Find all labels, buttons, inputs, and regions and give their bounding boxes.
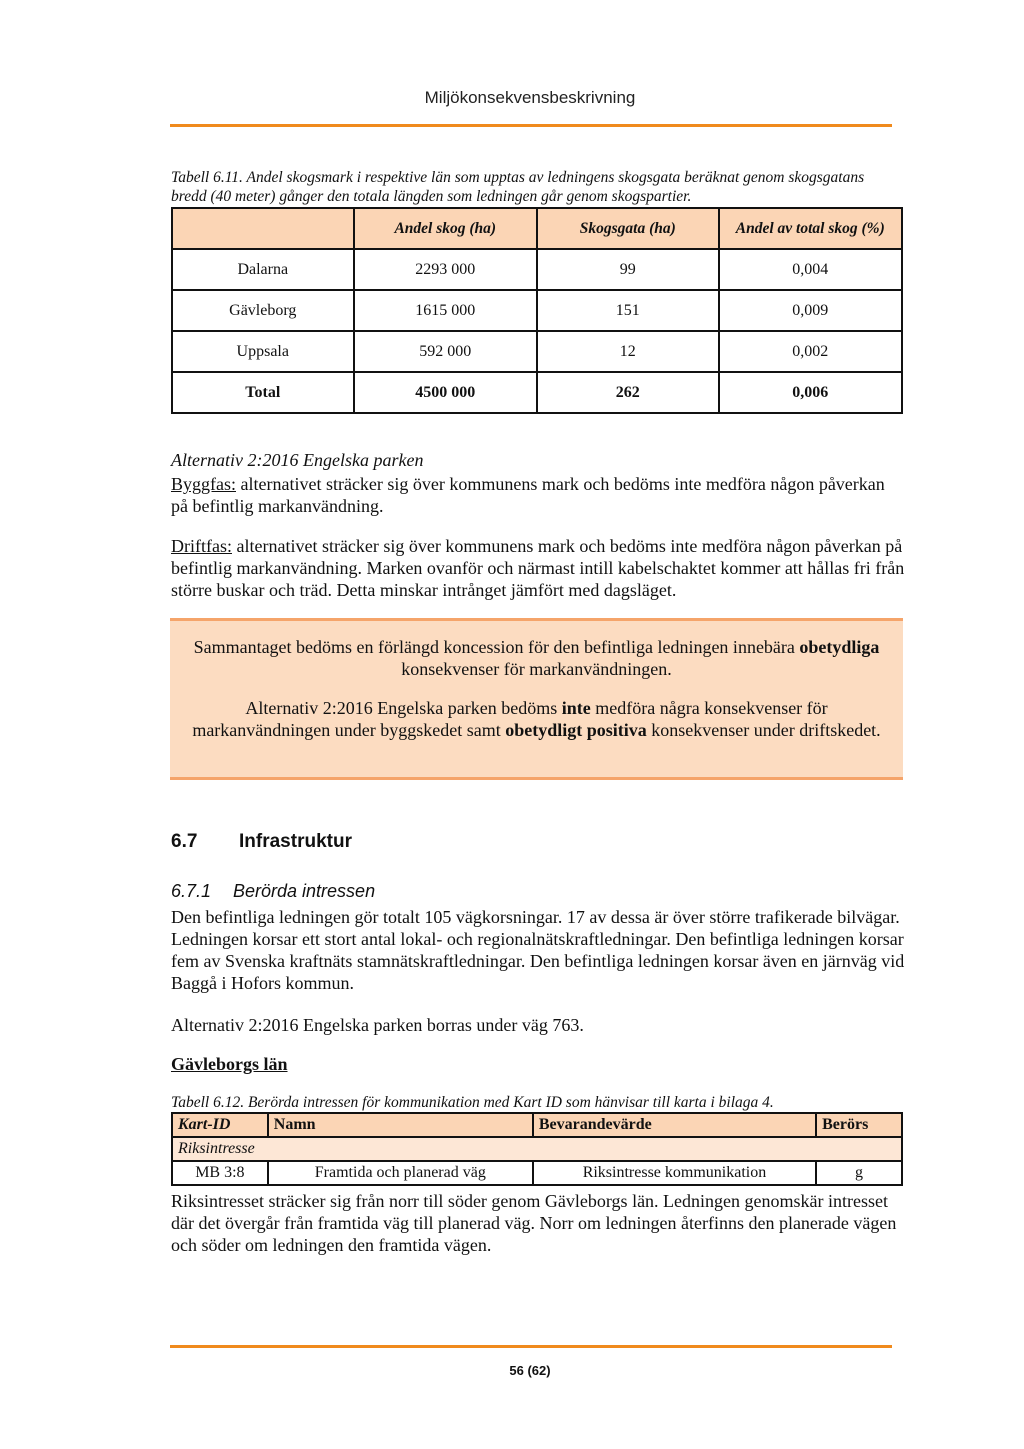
table-6-12-caption: Tabell 6.12. Berörda intressen för kommunikation med Kart ID som hänvisar till karta i bilaga 4. (171, 1094, 774, 1111)
summary-emphasis: obetydligt positiva (505, 720, 647, 740)
summary-text: Sammantaget bedöms en förlängd koncession för den befintliga ledningen innebära (193, 637, 800, 657)
summary-emphasis: inte (561, 698, 591, 718)
table-cell: Dalarna (172, 249, 354, 290)
summary-text: konsekvenser under driftskedet. (646, 720, 881, 740)
summary-emphasis: obetydliga (799, 637, 880, 657)
table-cell: Gävleborg (172, 290, 354, 331)
table-header-cell (172, 208, 354, 249)
page-number: 56 (62) (509, 1363, 551, 1378)
table-header-cell: Berörs (816, 1113, 902, 1137)
table-cell: 12 (537, 331, 719, 372)
summary-box (170, 618, 903, 780)
summary-text: medföra några konsekvenser för markanvändningen under byggskedet samt (192, 698, 828, 740)
county-heading: Gävleborgs län (171, 1054, 288, 1074)
table-6-11-caption: Tabell 6.11. Andel skogsmark i respektive län som upptas av ledningens skogsgata beräknat genom skogsgatans bredd (40 meter) gånger den totala längden som ledningen går genom skogspartier. (171, 169, 865, 205)
footer-rule (170, 1345, 892, 1348)
table-6-11 (171, 207, 903, 414)
body-paragraph-3: Riksintresset sträcker sig från norr till söder genom Gävleborgs län. Ledningen genomskär intresset där det övergår från framtida väg till planerad väg. Norr om ledningen återfinns den planerade vägen och söder om ledningen den framtida vägen. (171, 1191, 897, 1255)
table-group-cell: Riksintresse (172, 1137, 902, 1161)
table-header-row (172, 208, 902, 249)
table-cell: 0,006 (719, 372, 902, 413)
table-cell: MB 3:8 (172, 1161, 268, 1185)
table-header-cell: Namn (268, 1113, 533, 1137)
table-header-cell: Skogsgata (ha) (537, 208, 719, 249)
section-title: Infrastruktur (239, 831, 352, 852)
table-cell: 262 (537, 372, 719, 413)
table-cell: 0,009 (719, 290, 902, 331)
byggfas-text: alternativet sträcker sig över kommunens mark och bedöms inte medföra någon påverkan på befintlig markanvändning. (171, 474, 885, 516)
table-cell: 99 (537, 249, 719, 290)
table-cell: Framtida och planerad väg (268, 1161, 533, 1185)
table-header-cell: Bevarandevärde (533, 1113, 816, 1137)
table-header-row (172, 1113, 902, 1137)
table-cell: 0,002 (719, 331, 902, 372)
table-cell: 2293 000 (354, 249, 537, 290)
table-row (172, 290, 902, 331)
table-row (172, 1161, 902, 1185)
table-cell: Total (172, 372, 354, 413)
table-cell: 592 000 (354, 331, 537, 372)
table-header-cell: Andel av total skog (%) (719, 208, 902, 249)
table-cell: 4500 000 (354, 372, 537, 413)
summary-text: konsekvenser för markanvändningen. (401, 659, 672, 679)
byggfas-paragraph (171, 473, 906, 517)
summary-text: Alternativ 2:2016 Engelska parken bedöms (245, 698, 562, 718)
table-group-row (172, 1137, 902, 1161)
table-cell: g (816, 1161, 902, 1185)
subsection-title: Berörda intressen (233, 881, 376, 901)
subsection-number: 6.7.1 (171, 881, 212, 901)
document-header-title: Miljökonsekvensbeskrivning (424, 88, 636, 107)
table-total-row (172, 372, 902, 413)
byggfas-label: Byggfas: (171, 474, 236, 494)
section-number: 6.7 (171, 831, 198, 852)
table-header-cell: Andel skog (ha) (354, 208, 537, 249)
table-6-12 (171, 1112, 903, 1186)
table-row (172, 331, 902, 372)
table-cell: 1615 000 (354, 290, 537, 331)
header-rule (170, 124, 892, 127)
table-cell: Uppsala (172, 331, 354, 372)
summary-paragraph-2 (190, 697, 883, 741)
table-row (172, 249, 902, 290)
table-cell: 0,004 (719, 249, 902, 290)
alternative-heading: Alternativ 2:2016 Engelska parken (171, 450, 424, 470)
driftfas-paragraph (171, 535, 906, 601)
table-cell: Riksintresse kommunikation (533, 1161, 816, 1185)
driftfas-label: Driftfas: (171, 536, 232, 556)
body-paragraph-1: Den befintliga ledningen gör totalt 105 vägkorsningar. 17 av dessa är över större trafikerade bilvägar. Ledningen korsar ett stort antal lokal- och regionalnätskraftledningar. Den befintliga ledningen korsar fem av Svenska kraftnäts stamnätskraftledningar. Den befintliga ledningen korsar även en järnväg vid Baggå i Hofors kommun. (171, 907, 905, 993)
body-paragraph-2: Alternativ 2:2016 Engelska parken borras under väg 763. (171, 1015, 584, 1035)
table-cell: 151 (537, 290, 719, 331)
driftfas-text: alternativet sträcker sig över kommunens mark och bedöms inte medföra någon påverkan på befintlig markanvändning. Marken ovanför och närmast intill kabelschaktet kommer att hållas fri från större buskar och träd. Detta minskar intrånget jämfört med dagsläget. (171, 536, 905, 600)
summary-paragraph-1 (190, 636, 883, 680)
table-header-cell: Kart-ID (172, 1113, 268, 1137)
